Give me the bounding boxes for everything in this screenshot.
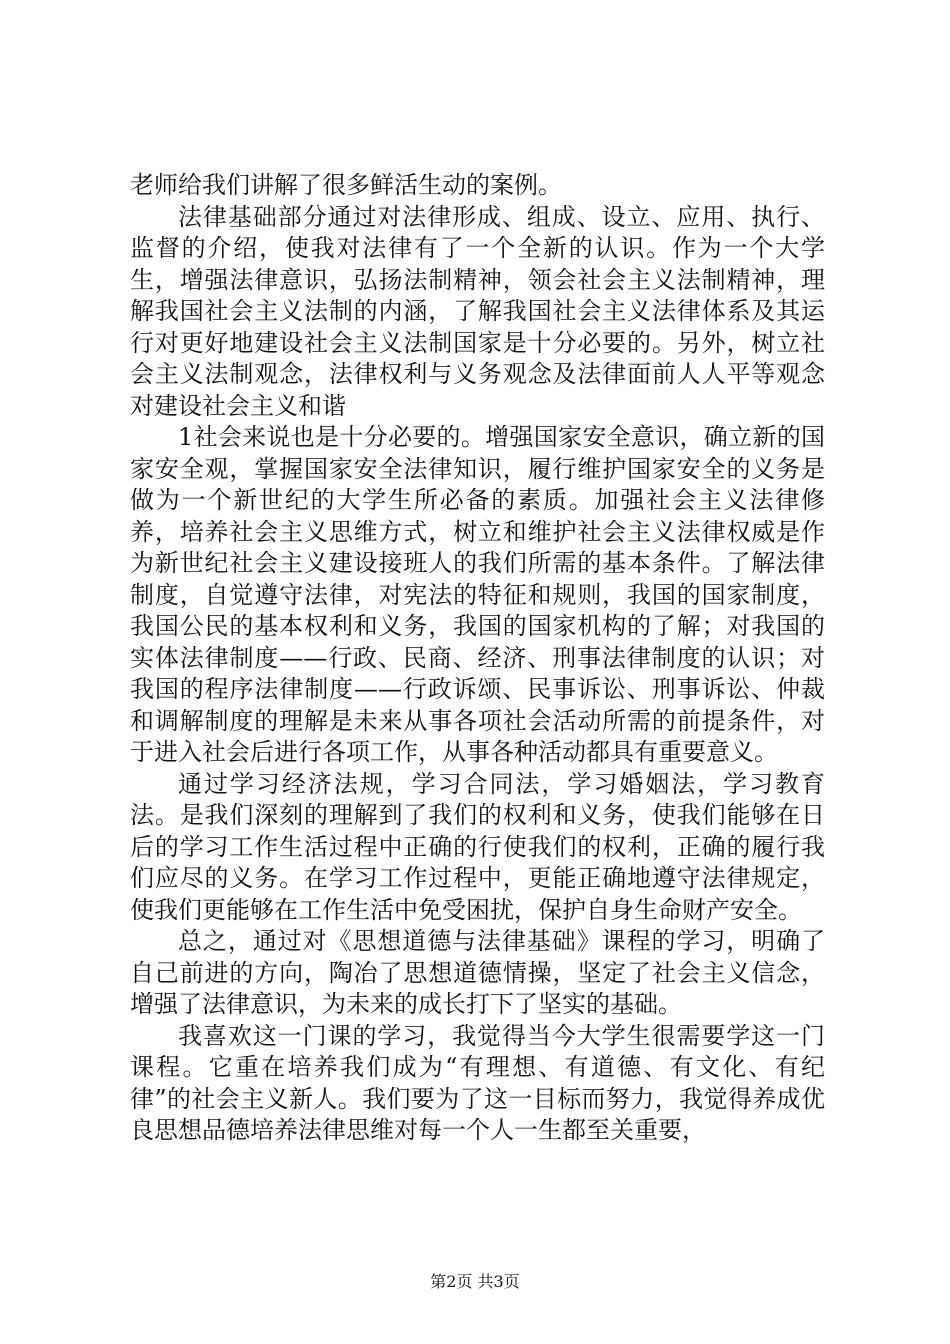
paragraph-continuation: 老师给我们讲解了很多鲜活生动的案例。: [130, 171, 562, 199]
paragraph-personal-view: 我喜欢这一门课的学习，我觉得当今大学生很需要学这一门课程。它重在培养我们成为“有理想、有道德、有文化、有纪律”的社会主义新人。我们要为了这一目标而努力，我觉得养成优良思想品德培养法律思维对每一个人一生都至关重要，: [130, 1021, 825, 1144]
paragraph-summary: 总之，通过对《思想道德与法律基础》课程的学习，明确了自己前进的方向，陶冶了思想道德情操，坚定了社会主义信念，增强了法律意识，为未来的成长打下了坚实的基础。: [130, 927, 825, 1018]
document-body: [130, 170, 825, 1147]
paragraph-legal-basics: 法律基础部分通过对法律形成、组成、设立、应用、执行、监督的介绍，使我对法律有了一个全新的认识。作为一个大学生，增强法律意识，弘扬法制精神，领会社会主义法制精神，理解我国社会主义法制的内涵，了解我国社会主义法律体系及其运行对更好地建设社会主义法制国家是十分必要的。另外，树立社会主义法制观念，法律权利与义务观念及法律面前人人平等观念对建设社会主义和谐: [130, 202, 825, 420]
paragraph-economic-law: 通过学习经济法规，学习合同法，学习婚姻法，学习教育法。是我们深刻的理解到了我们的权利和义务，使我们能够在日后的学习工作生活过程中正确的行使我们的权利，正确的履行我们应尽的义务。在学习工作过程中，更能正确地遵守法律规定，使我们更能够在工作生活中免受困扰，保护自身生命财产安全。: [130, 769, 825, 924]
page-number-footer: 第2页 共3页: [430, 1272, 520, 1291]
paragraph-national-security: 1社会来说也是十分必要的。增强国家安全意识，确立新的国家安全观，掌握国家安全法律知识，履行维护国家安全的义务是做为一个新世纪的大学生所必备的素质。加强社会主义法律修养，培养社会主义思维方式，树立和维护社会主义法律权威是作为新世纪社会主义建设接班人的我们所需的基本条件。了解法律制度，自觉遵守法律，对宪法的特征和规则，我国的国家制度，我国公民的基本权利和义务，我国的国家机构的了解；对我国的实体法律制度——行政、民商、经济、刑事法律制度的认识；对我国的程序法律制度——行政诉颂、民事诉讼、刑事诉讼、仲裁和调解制度的理解是未来从事各项社会活动所需的前提条件，对于进入社会后进行各项工作，从事各种活动都具有重要意义。: [130, 423, 825, 766]
